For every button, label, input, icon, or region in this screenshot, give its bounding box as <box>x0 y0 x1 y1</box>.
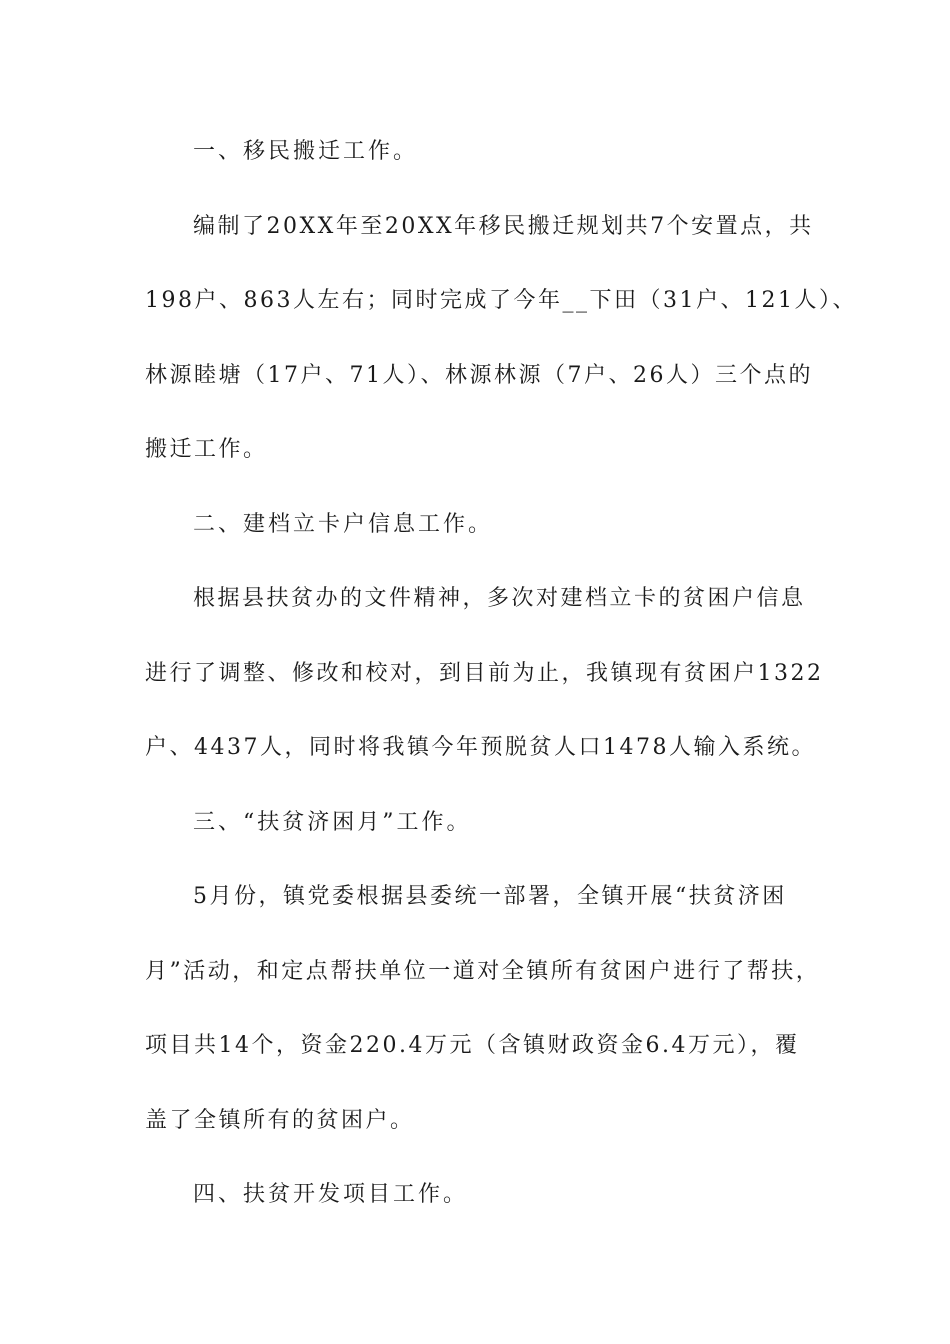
paragraph-3-line-4: 盖了全镇所有的贫困户。 <box>145 1108 415 1133</box>
paragraph-2-line-2: 进行了调整、修改和校对，到目前为止，我镇现有贫困户1322 <box>145 661 824 686</box>
section-heading-1: 一、移民搬迁工作。 <box>193 139 419 164</box>
paragraph-3-line-3: 项目共14个，资金220.4万元（含镇财政资金6.4万元），覆 <box>145 1033 800 1058</box>
paragraph-3-line-2: 月”活动，和定点帮扶单位一道对全镇所有贫困户进行了帮扶， <box>145 959 821 984</box>
paragraph-1-line-1: 编制了20XX年至20XX年移民搬迁规划共7个安置点，共 <box>193 214 814 239</box>
paragraph-1-line-4: 搬迁工作。 <box>145 437 268 462</box>
paragraph-1-line-2: 198户、863人左右；同时完成了今年__下田（31户、121人）、 <box>145 288 857 313</box>
paragraph-2-line-1: 根据县扶贫办的文件精神，多次对建档立卡的贫困户信息 <box>193 586 806 611</box>
section-heading-2: 二、建档立卡户信息工作。 <box>193 512 494 537</box>
section-heading-3: 三、“扶贫济困月”工作。 <box>193 810 472 835</box>
paragraph-3-line-1: 5月份，镇党委根据县委统一部署，全镇开展“扶贫济困 <box>193 884 787 909</box>
paragraph-1-line-3: 林源睦塘（17户、71人）、林源林源（7户、26人）三个点的 <box>145 363 813 388</box>
paragraph-2-line-3: 户、4437人，同时将我镇今年预脱贫人口1478人输入系统。 <box>145 735 816 760</box>
section-heading-4: 四、扶贫开发项目工作。 <box>193 1182 469 1207</box>
